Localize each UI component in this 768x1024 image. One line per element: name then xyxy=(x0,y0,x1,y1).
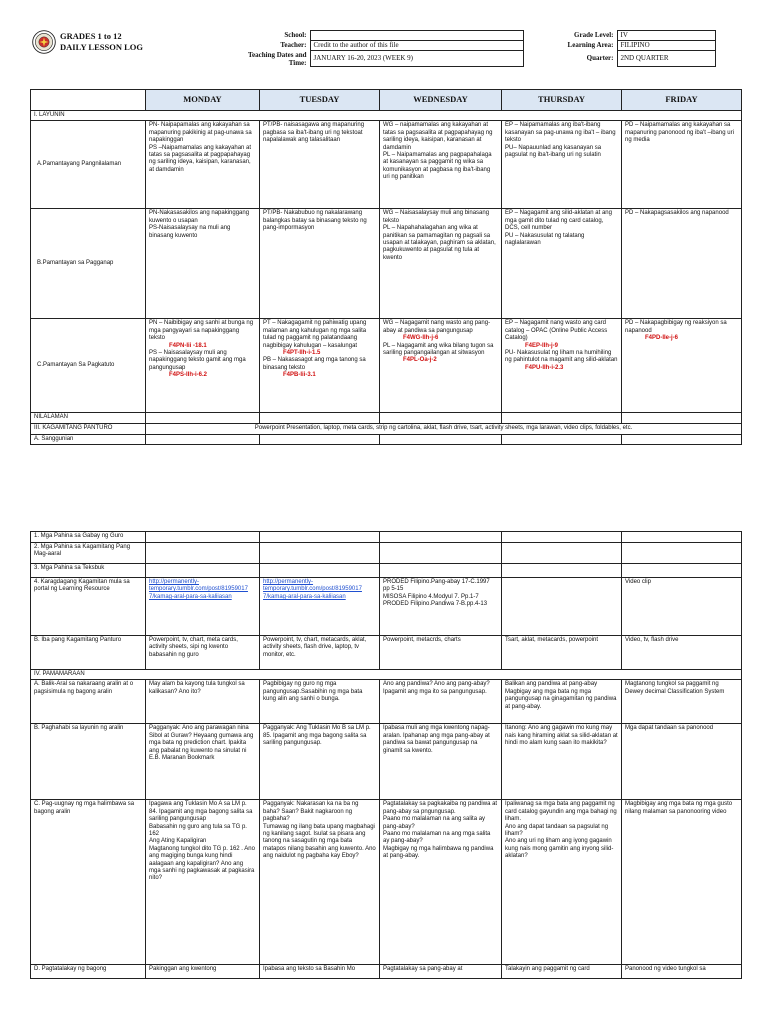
cell-thursday[interactable] xyxy=(502,564,622,578)
grade-level-label: Grade Level: xyxy=(574,31,614,39)
cell-text-line: PRODED Filipino.Pandiwa 7-B.pp.4-13 xyxy=(383,601,488,608)
lesson-log-table xyxy=(30,89,742,445)
cell-text-line: Ano ang dapat tandaan sa pagsulat ng liham? xyxy=(505,823,609,838)
cell-monday[interactable] xyxy=(146,121,260,209)
table-row xyxy=(31,724,742,800)
cell-thursday[interactable] xyxy=(502,319,622,413)
cell-text-line: PD – Nakapagsasakilos ang napanood xyxy=(625,210,729,217)
row-label-iba-pang-kagamitan: B. Iba pang Kagamitang Panturo xyxy=(31,636,146,670)
teacher-field[interactable]: Credit to the author of this file xyxy=(310,41,523,51)
cell-text-line: Pagganyak: Ang Tuklasin Mo B sa LM p. 85. Ipagamit ang mga bagong salita sa sariling pangungusap. xyxy=(263,725,371,747)
cell-text-line: Pagganyak: Nakarasan ka na ba ng baha? Saan? Bakit nagkaroon ng pagbaha? xyxy=(263,801,359,823)
cell-wednesday[interactable] xyxy=(380,121,502,209)
cell-text-line: PS –Naipamamalas ang kakayahan at tatas sa pagsasalita at pagpapahayag ng sariling ideya, kaisipan, karanasan, at damdamin xyxy=(149,144,252,173)
cell-text-line: Magbibigay ang mga bata ng mga gusto nilang malaman sa panonooring video xyxy=(625,801,733,815)
cell-friday[interactable] xyxy=(622,121,742,209)
teaching-dates-label-line-1: Teaching Dates and xyxy=(248,50,307,59)
curriculum-code: F4PS-IIh-i-6.2 xyxy=(169,372,208,379)
cell-friday[interactable]: Panonood ng video tungkol sa xyxy=(622,965,742,979)
cell-text-line: WG – naipamamalas ang kakayahan at tatas sa pagsasalita at pagpapahayag ng sariling ideya, kaisipan, karanasan at damdamin xyxy=(383,122,493,151)
cell-tuesday[interactable] xyxy=(260,680,380,724)
cell-text-line: PS – Naisasalaysay muli ang napakinggang teksto gamit ang mga pangungusap xyxy=(149,350,246,371)
cell-thursday[interactable] xyxy=(502,800,622,965)
cell-tuesday[interactable] xyxy=(260,413,380,424)
cell-friday[interactable] xyxy=(622,564,742,578)
curriculum-code: F4PU-IIh-i-2.3 xyxy=(525,364,564,371)
cell-monday[interactable] xyxy=(146,680,260,724)
curriculum-code: F4PT-IIh-i-1.5 xyxy=(283,350,321,357)
cell-tuesday[interactable] xyxy=(260,121,380,209)
cell-text-line: Paano mo malalaman na ang mga salita ay pang-abay? xyxy=(383,831,491,845)
section-row-layunin xyxy=(31,111,742,121)
cell-monday[interactable]: Powerpoint, tv, chart, meta cards, activity sheets, sipi ng kwento babasahin ng guro xyxy=(146,636,260,670)
cell-text-line: Magtanong tungkol dito TG p. 162 . Ano ang magiging bunga kung hindi aalagaan ang kapaligiran? Ano ang mga sanhi ng pagkawasak at pagkasira nito? xyxy=(149,845,255,882)
cell-text-line: Ipagawa ang Tuklasin Mo A sa LM p. 84. Ipagamit ang mga bagong salita sa sariling pangungusap xyxy=(149,801,253,823)
cell-text-line: Pagtatalakay sa pagkakaiba ng pandiwa at pang-abay sa pngungusap. xyxy=(383,801,498,815)
cell-monday[interactable] xyxy=(146,209,260,319)
cell-friday[interactable]: Video, tv, flash drive xyxy=(622,636,742,670)
table-row xyxy=(31,564,742,578)
table-row xyxy=(31,543,742,564)
cell-thursday[interactable]: Tsart, aklat, metacards, powerpoint xyxy=(502,636,622,670)
cell-text-line: PU – Nakasusulat ng talatang naglalarawan xyxy=(505,232,585,247)
cell-friday[interactable] xyxy=(622,724,742,800)
cell-tuesday[interactable] xyxy=(260,532,380,543)
curriculum-code: F4PL-Oa-j-2 xyxy=(403,357,437,364)
cell-friday[interactable] xyxy=(622,319,742,413)
table-row xyxy=(31,434,742,444)
cell-friday[interactable] xyxy=(622,434,742,444)
cell-text-line: Itanong: Ano ang gagawin mo kung may nais kang hiraming aklat sa silid-aklatan at hindi mo alam kung saan ito makikita? xyxy=(505,725,618,747)
teaching-dates-field[interactable]: JANUARY 16-20, 2023 (WEEK 9) xyxy=(310,51,523,67)
cell-thursday[interactable] xyxy=(502,434,622,444)
cell-text-line: PD – Naipamamalas ang kakayahan sa mapanuring panonood ng iba't –ibang uri ng media xyxy=(625,122,734,144)
cell-monday[interactable]: Pakinggan ang kwentong xyxy=(146,965,260,979)
cell-thursday[interactable]: Talakayin ang paggamit ng card xyxy=(502,965,622,979)
cell-friday[interactable] xyxy=(622,800,742,965)
table-row xyxy=(31,532,742,543)
cell-tuesday[interactable] xyxy=(260,800,380,965)
cell-wednesday[interactable] xyxy=(380,209,502,319)
cell-friday[interactable] xyxy=(622,532,742,543)
cell-monday[interactable] xyxy=(146,319,260,413)
cell-text-line: Pagganyak: Ano ang parawagan nina Sibol at Guraw? Heyaang gumawa ang mga bata ng prediction chart. Ipakita ang pabalat ng kuwento na sinulat ni E.B. Maranan Bookmark xyxy=(149,725,254,762)
cell-monday[interactable] xyxy=(146,564,260,578)
cell-tuesday[interactable] xyxy=(260,209,380,319)
cell-monday[interactable] xyxy=(146,800,260,965)
cell-text-line: Ipaliwanag sa mga bata ang paggamit ng card catalog gayundin ang mga bahagi ng liham. xyxy=(505,801,617,823)
school-field[interactable] xyxy=(310,31,523,41)
section-layunin: I. LAYUNIN xyxy=(31,111,742,121)
cell-thursday[interactable] xyxy=(502,413,622,424)
curriculum-code: F4PN-Iii -18.1 xyxy=(169,342,207,349)
quarter-label: Quarter: xyxy=(586,54,614,62)
cell-text-line: PU– Napauunlad ang kasanayan sa pagsulat ng iba't-ibang uri ng sulatin xyxy=(505,144,602,159)
row-label-gabay-ng-guro: 1. Mga Pahina sa Gabay ng Guro xyxy=(31,532,146,543)
curriculum-code: F4WG-IIh-j-6 xyxy=(403,335,439,342)
curriculum-code: F4EP-IIh-j-9 xyxy=(525,342,559,349)
row-label-balik-aral: A. Balik-Aral sa nakaraang aralin at o pagsisimula ng bagong aralin xyxy=(31,680,146,724)
cell-wednesday[interactable] xyxy=(380,680,502,724)
row-label-karagdagang-kagamitan: 4. Karagdagang Kagamitan mula sa portal ng Learning Resource xyxy=(31,578,146,636)
cell-thursday[interactable] xyxy=(502,724,622,800)
cell-friday[interactable] xyxy=(622,209,742,319)
day-header-tuesday: TUESDAY xyxy=(260,90,380,111)
learning-area-field[interactable]: FILIPINO xyxy=(617,41,715,51)
section-pamamaraan: IV. PAMAMARAAN xyxy=(31,670,742,680)
cell-monday[interactable] xyxy=(146,413,260,424)
cell-thursday[interactable] xyxy=(502,209,622,319)
cell-tuesday[interactable] xyxy=(260,724,380,800)
cell-text-line: Ang Ating Kapaligiran xyxy=(149,838,207,845)
cell-text-line: PU- Nakasusulat ng liham na humihiling ng pahintulot na magamit ang silid-aklatan xyxy=(505,350,618,364)
cell-thursday[interactable] xyxy=(502,532,622,543)
row-label-pamantayan-sa-pagkatuto: C.Pamantayan Sa Pagkatuto xyxy=(31,319,146,413)
cell-text-line: Mga dapat tandaan sa panonood xyxy=(625,725,714,732)
cell-text-line: PN- Naipapamalas ang kakayahan sa mapanuring pakikinig at pag-unawa sa napakinggan xyxy=(149,122,252,144)
cell-monday[interactable] xyxy=(146,543,260,564)
cell-friday[interactable] xyxy=(622,543,742,564)
row-label-nilalaman: NILALAMAN xyxy=(31,413,146,424)
table-row xyxy=(31,965,742,979)
quarter-field[interactable]: 2ND QUARTER xyxy=(617,51,715,67)
cell-text-line: Ipabasa muli ang mga kwentong napag-aralan. Ipahanap ang mga pang-abay at pandiwa sa bawat pangungusap na ginamit sa kwento. xyxy=(383,725,490,754)
cell-text-line: Babasahin ng guro ang tula sa TG p. 162 xyxy=(149,823,247,838)
row-label-kagamitang-panturo: III. KAGAMITANG PANTURO xyxy=(31,424,146,434)
curriculum-code: F4PB-Iii-3.1 xyxy=(283,372,316,379)
cell-tuesday[interactable] xyxy=(260,564,380,578)
row-label-teksbuk: 3. Mga Pahina sa Teksbuk xyxy=(31,564,146,578)
cell-friday[interactable] xyxy=(622,680,742,724)
cell-text-line: Magtanong tungkol sa paggamit ng Dewey decimal Classification System xyxy=(625,681,725,695)
cell-text-line: Balikan ang pandiwa at pang-abay xyxy=(505,681,598,688)
table-row xyxy=(31,800,742,965)
cell-text-line: Tumawag ng ilang bata upang magbahagi ng kanilang sagot. Isulat sa pisara ang tanong na sasagutin ng mga bata matapos nilang basahin ang kuwento. Ano ang naidulot ng pagbaha kay Eboy? xyxy=(263,823,376,860)
cell-wednesday[interactable] xyxy=(380,319,502,413)
table-row xyxy=(31,636,742,670)
cell-text-line: Paano mo malalaman na ang salita ay pang-abay? xyxy=(383,816,486,830)
cell-text-line: PB – Nakasasagot ang mga tanong sa binasang teksto xyxy=(263,357,366,371)
header-info-table xyxy=(210,30,716,67)
cell-wednesday[interactable] xyxy=(380,724,502,800)
cell-friday[interactable] xyxy=(622,413,742,424)
lesson-log-table-continued xyxy=(30,531,742,979)
cell-monday[interactable] xyxy=(146,434,260,444)
corner-cell xyxy=(31,90,146,111)
row-label-kagamitang-pang-mag-aaral: 2. Mga Pahina sa Kagamitang Pang Mag-aaral xyxy=(31,543,146,564)
cell-kagamitang-panturo[interactable]: Powerpoint Presentation, laptop, meta cards, strip ng cartolina, aklat, flash drive, tsart, activity sheets, mga larawan, video clips, foldables, etc. xyxy=(146,424,742,434)
cell-text-line: PT/PB- naisasagawa ang mapanuring pagbasa sa iba't-ibang uri ng tekstoat napalalawak ang talasalitaan xyxy=(263,122,365,144)
cell-text-line: PRODED Filipino.Pang-abay 17-C.1997 pp 5-15 xyxy=(383,579,490,593)
cell-wednesday[interactable]: Pagtatalakay sa pang-abay at xyxy=(380,965,502,979)
table-row xyxy=(31,680,742,724)
section-row-pamamaraan xyxy=(31,670,742,680)
day-header-friday: FRIDAY xyxy=(622,90,742,111)
cell-wednesday[interactable] xyxy=(380,543,502,564)
cell-tuesday[interactable] xyxy=(260,319,380,413)
cell-text-line: EP – Nagagamit ang silid-aklatan at ang mga gamit dito tulad ng card catalog, DCS, cell number xyxy=(505,210,612,232)
title-line-2: DAILY LESSON LOG xyxy=(60,42,143,52)
cell-wednesday[interactable] xyxy=(380,800,502,965)
table-row xyxy=(31,319,742,413)
cell-text-line: Pagbibigay ng guro ng mga pangungusap.Sasabihin ng mga bata kung alin ang sanhi o bunga. xyxy=(263,681,363,703)
learning-area-label: Learning Area: xyxy=(567,41,614,49)
cell-text-line: Magbigay ang mga bata ng mga pangungusap na ginagamitan ng pandiwa at pang-abay. xyxy=(505,688,617,710)
teaching-dates-label xyxy=(210,51,310,67)
cell-text-line: PT – Nakagagamit ng pahiwatig upang malaman ang kahulugan ng mga salita tulad ng paggamit ng palatandaang nagbibigay kahulugan – kasalungat xyxy=(263,320,367,349)
teaching-dates-label-line-2: Time: xyxy=(288,58,307,67)
cell-text-line: EP – Nagagamit nang wasto ang card catalog – OPAC (Online Public Access Catalog) xyxy=(505,320,608,342)
cell-text-line: PL – Nagagamit ang wika bilang tugon sa sariling pangangailangan at sitwasyon xyxy=(383,342,494,357)
document-title xyxy=(60,31,143,53)
cell-text-line: MISOSA Filipino 4.Modyul 7. Pp.1-7 xyxy=(383,593,479,600)
cell-tuesday[interactable] xyxy=(260,434,380,444)
cell-text-line: Ano ang uri ng liham ang iyong gagawin kung nais mong gamitin ang inyong silid-aklatan? xyxy=(505,838,614,860)
teacher-label: Teacher: xyxy=(280,41,307,49)
table-row xyxy=(31,121,742,209)
resource-link-monday[interactable]: http://permanently-temporary.tumblr.com/post/81959017 7/kamag-aral-para-sa-kaliiasan xyxy=(146,578,260,636)
cell-wednesday[interactable] xyxy=(380,578,502,636)
curriculum-code: F4PD-IIe-j-6 xyxy=(645,335,679,342)
day-header-thursday: THURSDAY xyxy=(502,90,622,111)
row-label-pag-uugnay: C. Pag-uugnay ng mga halimbawa sa bagong aralin xyxy=(31,800,146,965)
school-label: School: xyxy=(284,31,307,39)
deped-seal-icon xyxy=(32,30,56,54)
cell-text-line: EP – Naipamamalas ang iba't-ibang kasanayan sa pag-unawa ng iba't – ibang teksto xyxy=(505,122,616,144)
table-row xyxy=(31,209,742,319)
cell-thursday[interactable] xyxy=(502,578,622,636)
table-row xyxy=(31,578,742,636)
table-row xyxy=(31,413,742,424)
row-label-sanggunian: A. Sanggunian xyxy=(31,434,146,444)
grade-level-field[interactable]: IV xyxy=(617,31,715,41)
row-label-paghahabi: B. Paghahabi sa layunin ng aralin xyxy=(31,724,146,800)
cell-text-line: PL – Napahahalagahan ang wika at panitikan sa pamamagitan ng pagsali sa usapan at talakayan, paghiram sa aklatan, pagkukuwento at pagsulat ng tula at kwento xyxy=(383,225,496,261)
cell-text-line: PL – Naipamamalas ang pagpapahalaga at kasanayan sa paggamit ng wika sa komunikasyon at pagbasa ng iba't-ibang uri ng panitikan xyxy=(383,152,492,181)
cell-tuesday[interactable] xyxy=(260,543,380,564)
cell-wednesday[interactable]: Powerpoint, metacrds, charts xyxy=(380,636,502,670)
cell-text-line: PS-Naisasalaysay na muli ang binasang kuwento xyxy=(149,225,231,239)
cell-wednesday[interactable] xyxy=(380,532,502,543)
cell-text-line: WG – Nagagamit nang wasto ang pang-abay at pandiwa sa pangungusap xyxy=(383,320,491,334)
cell-wednesday[interactable] xyxy=(380,413,502,424)
row-label-pagtatalakay: D. Pagtatalakay ng bagong xyxy=(31,965,146,979)
day-header-row xyxy=(31,90,742,111)
cell-text-line: PN – Naibibigay ang sanhi at bunga ng mga pangyayari sa napakinggang teksto xyxy=(149,320,254,342)
cell-thursday[interactable] xyxy=(502,121,622,209)
cell-wednesday[interactable] xyxy=(380,434,502,444)
cell-monday[interactable] xyxy=(146,532,260,543)
cell-thursday[interactable] xyxy=(502,543,622,564)
cell-text-line: Ano ang pandiwa? Ano ang pang-abay? Ipagamit ang mga ito sa pangungusap. xyxy=(383,681,490,695)
row-label-pamantayang-pangnilalaman: A.Pamantayang Pangnilalaman xyxy=(31,121,146,209)
cell-text-line: PN-Nakasasakilos ang napakinggang kuwento o usapan xyxy=(149,210,250,224)
cell-tuesday[interactable]: Powerpoint, tv, chart, metacards, aklat, activity sheets, flash drive, laptop, tv monitor, etc. xyxy=(260,636,380,670)
day-header-monday: MONDAY xyxy=(146,90,260,111)
cell-friday[interactable]: Video clip xyxy=(622,578,742,636)
cell-monday[interactable] xyxy=(146,724,260,800)
table-row xyxy=(31,424,742,434)
cell-text-line: May alam ba kayong tula tungkol sa kalikasan? Ano ito? xyxy=(149,681,245,695)
resource-link-tuesday[interactable]: http://permanently-temporary.tumblr.com/post/81959017 7/kamag-aral-para-sa-kaliiasan xyxy=(260,578,380,636)
cell-text-line: WG – Naisasalaysay muli ang binasang teksto xyxy=(383,210,490,224)
cell-wednesday[interactable] xyxy=(380,564,502,578)
cell-text-line: PT/PB- Nakabubuo ng nakalarawang balangkas batay sa binasang teksto ng pang-impormasyon xyxy=(263,210,367,232)
cell-thursday[interactable] xyxy=(502,680,622,724)
cell-text-line: PD – Nakapagbibigay ng reaksiyon sa napanood xyxy=(625,320,727,334)
cell-text-line: Magbigay ng mga halimbawa ng pandiwa at pang-abay. xyxy=(383,845,494,860)
row-label-pamantayan-sa-pagganap: B.Pamantayan sa Pagganap xyxy=(31,209,146,319)
day-header-wednesday: WEDNESDAY xyxy=(380,90,502,111)
title-line-1: GRADES 1 to 12 xyxy=(60,31,122,41)
cell-tuesday[interactable]: Ipabasa ang teksto sa Basahin Mo xyxy=(260,965,380,979)
